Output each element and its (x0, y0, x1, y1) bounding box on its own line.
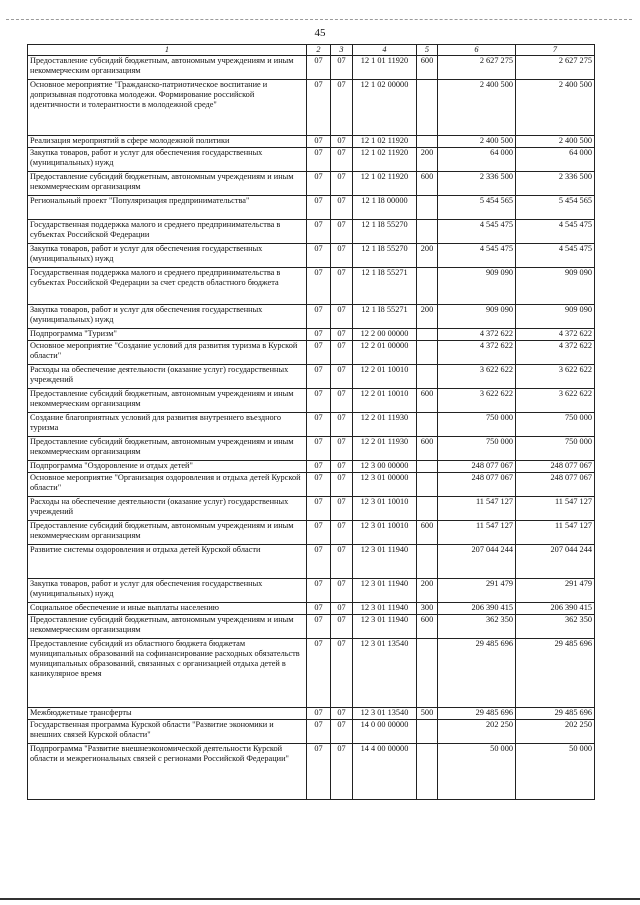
row-amount1-cell: 2 400 500 (438, 80, 516, 136)
row-amount2-cell: 11 547 127 (516, 521, 595, 545)
row-rz-cell: 07 (307, 461, 331, 473)
row-pr-cell: 07 (331, 305, 353, 329)
table-row (28, 521, 595, 545)
row-amount2-cell: 207 044 244 (516, 545, 595, 579)
row-pr-cell: 07 (331, 639, 353, 708)
row-csr-cell: 12 3 01 00000 (353, 473, 417, 497)
row-name-cell: Закупка товаров, работ и услуг для обеспечения государственных (муниципальных) нужд (28, 305, 307, 329)
row-pr-cell: 07 (331, 244, 353, 268)
row-rz-cell: 07 (307, 473, 331, 497)
row-rz-cell: 07 (307, 708, 331, 720)
row-name-cell: Предоставление субсидий бюджетным, автономным учреждениям и иным некоммерческим организациям (28, 389, 307, 413)
row-amount2-cell: 4 545 475 (516, 220, 595, 244)
row-pr-cell: 07 (331, 268, 353, 305)
table-row (28, 196, 595, 220)
table-row (28, 148, 595, 172)
row-pr-cell: 07 (331, 413, 353, 437)
row-amount2-cell: 2 336 500 (516, 172, 595, 196)
row-csr-cell: 12 3 01 11940 (353, 615, 417, 639)
row-vr-cell: 600 (417, 172, 438, 196)
row-rz-cell: 07 (307, 497, 331, 521)
row-amount1-cell: 2 400 500 (438, 136, 516, 148)
row-amount2-cell: 248 077 067 (516, 473, 595, 497)
row-rz-cell: 07 (307, 56, 331, 80)
budget-table (27, 44, 595, 800)
row-rz-cell: 07 (307, 220, 331, 244)
row-vr-cell (417, 720, 438, 744)
table-row (28, 244, 595, 268)
row-pr-cell: 07 (331, 196, 353, 220)
row-amount1-cell: 4 372 622 (438, 329, 516, 341)
row-rz-cell: 07 (307, 720, 331, 744)
row-vr-cell (417, 329, 438, 341)
row-pr-cell: 07 (331, 521, 353, 545)
row-amount1-cell: 4 545 475 (438, 244, 516, 268)
row-csr-cell: 12 3 01 10010 (353, 521, 417, 545)
header-col-7: 7 (516, 45, 595, 56)
row-amount2-cell: 2 627 275 (516, 56, 595, 80)
row-amount2-cell: 50 000 (516, 744, 595, 800)
row-pr-cell: 07 (331, 56, 353, 80)
row-vr-cell (417, 545, 438, 579)
row-vr-cell (417, 365, 438, 389)
table-row (28, 497, 595, 521)
row-amount2-cell: 291 479 (516, 579, 595, 603)
table-row (28, 56, 595, 80)
row-amount1-cell: 29 485 696 (438, 639, 516, 708)
row-vr-cell (417, 744, 438, 800)
row-amount1-cell: 909 090 (438, 268, 516, 305)
table-row (28, 365, 595, 389)
row-amount1-cell: 50 000 (438, 744, 516, 800)
row-name-cell: Закупка товаров, работ и услуг для обеспечения государственных (муниципальных) нужд (28, 244, 307, 268)
row-amount1-cell: 291 479 (438, 579, 516, 603)
row-amount1-cell: 750 000 (438, 437, 516, 461)
table-header-row (28, 45, 595, 56)
table-row (28, 389, 595, 413)
row-name-cell: Предоставление субсидий бюджетным, автономным учреждениям и иным некоммерческим организациям (28, 172, 307, 196)
row-name-cell: Основное мероприятие "Гражданско-патриотическое воспитание и допризывная подготовка молодежи. Формирование российской идентичности и толерантности в молодежной среде" (28, 80, 307, 136)
row-csr-cell: 12 1 I8 55270 (353, 220, 417, 244)
row-vr-cell: 500 (417, 708, 438, 720)
row-amount2-cell: 5 454 565 (516, 196, 595, 220)
row-csr-cell: 12 2 01 11930 (353, 437, 417, 461)
row-pr-cell: 07 (331, 341, 353, 365)
row-rz-cell: 07 (307, 136, 331, 148)
row-amount2-cell: 3 622 622 (516, 389, 595, 413)
row-vr-cell: 600 (417, 437, 438, 461)
row-pr-cell: 07 (331, 708, 353, 720)
table-row (28, 329, 595, 341)
row-pr-cell: 07 (331, 329, 353, 341)
row-rz-cell: 07 (307, 437, 331, 461)
row-name-cell: Подпрограмма "Оздоровление и отдых детей" (28, 461, 307, 473)
row-csr-cell: 14 0 00 00000 (353, 720, 417, 744)
row-amount1-cell: 248 077 067 (438, 461, 516, 473)
row-vr-cell (417, 341, 438, 365)
scan-edge-top (6, 19, 632, 20)
table-row (28, 603, 595, 615)
table-row (28, 341, 595, 365)
row-amount1-cell: 2 627 275 (438, 56, 516, 80)
table-row (28, 413, 595, 437)
row-vr-cell (417, 639, 438, 708)
row-csr-cell: 12 3 01 13540 (353, 639, 417, 708)
row-csr-cell: 12 1 02 11920 (353, 172, 417, 196)
row-csr-cell: 12 3 01 10010 (353, 497, 417, 521)
row-name-cell: Предоставление субсидий бюджетным, автономным учреждениям и иным некоммерческим организациям (28, 56, 307, 80)
row-amount1-cell: 5 454 565 (438, 196, 516, 220)
header-col-3: 3 (331, 45, 353, 56)
row-vr-cell (417, 461, 438, 473)
row-vr-cell: 600 (417, 389, 438, 413)
row-pr-cell: 07 (331, 461, 353, 473)
table-row (28, 615, 595, 639)
row-amount2-cell: 4 545 475 (516, 244, 595, 268)
row-amount1-cell: 4 372 622 (438, 341, 516, 365)
row-rz-cell: 07 (307, 365, 331, 389)
row-pr-cell: 07 (331, 603, 353, 615)
row-amount2-cell: 750 000 (516, 413, 595, 437)
row-rz-cell: 07 (307, 744, 331, 800)
row-name-cell: Развитие системы оздоровления и отдыха детей Курской области (28, 545, 307, 579)
row-vr-cell: 200 (417, 305, 438, 329)
row-name-cell: Региональный проект "Популяризация предпринимательства" (28, 196, 307, 220)
row-pr-cell: 07 (331, 172, 353, 196)
row-amount1-cell: 29 485 696 (438, 708, 516, 720)
row-rz-cell: 07 (307, 341, 331, 365)
header-col-6: 6 (438, 45, 516, 56)
row-amount2-cell: 2 400 500 (516, 80, 595, 136)
row-pr-cell: 07 (331, 220, 353, 244)
row-vr-cell (417, 268, 438, 305)
row-amount1-cell: 909 090 (438, 305, 516, 329)
row-vr-cell (417, 80, 438, 136)
row-pr-cell: 07 (331, 473, 353, 497)
row-name-cell: Основное мероприятие "Организация оздоровления и отдыха детей Курской области" (28, 473, 307, 497)
row-pr-cell: 07 (331, 80, 353, 136)
row-amount1-cell: 3 622 622 (438, 389, 516, 413)
row-amount2-cell: 29 485 696 (516, 639, 595, 708)
row-pr-cell: 07 (331, 579, 353, 603)
row-amount1-cell: 362 350 (438, 615, 516, 639)
row-pr-cell: 07 (331, 148, 353, 172)
header-col-2: 2 (307, 45, 331, 56)
row-rz-cell: 07 (307, 603, 331, 615)
row-csr-cell: 12 1 02 11920 (353, 148, 417, 172)
row-name-cell: Создание благоприятных условий для развития внутреннего въездного туризма (28, 413, 307, 437)
row-csr-cell: 12 2 01 10010 (353, 389, 417, 413)
row-csr-cell: 12 3 00 00000 (353, 461, 417, 473)
row-pr-cell: 07 (331, 545, 353, 579)
table-row (28, 305, 595, 329)
table-row (28, 80, 595, 136)
row-amount2-cell: 2 400 500 (516, 136, 595, 148)
row-vr-cell: 200 (417, 244, 438, 268)
row-amount1-cell: 3 622 622 (438, 365, 516, 389)
row-vr-cell: 600 (417, 521, 438, 545)
row-vr-cell (417, 413, 438, 437)
row-name-cell: Закупка товаров, работ и услуг для обеспечения государственных (муниципальных) нужд (28, 148, 307, 172)
row-pr-cell: 07 (331, 136, 353, 148)
table-row (28, 461, 595, 473)
row-amount2-cell: 11 547 127 (516, 497, 595, 521)
row-csr-cell: 12 3 01 11940 (353, 545, 417, 579)
row-pr-cell: 07 (331, 720, 353, 744)
row-amount2-cell: 248 077 067 (516, 461, 595, 473)
row-pr-cell: 07 (331, 365, 353, 389)
row-name-cell: Подпрограмма "Туризм" (28, 329, 307, 341)
row-vr-cell (417, 136, 438, 148)
row-csr-cell: 12 1 I8 55271 (353, 268, 417, 305)
row-name-cell: Государственная поддержка малого и среднего предпринимательства в субъектах Российской Федерации за счет средств областного бюджета (28, 268, 307, 305)
row-amount2-cell: 202 250 (516, 720, 595, 744)
row-csr-cell: 12 2 01 00000 (353, 341, 417, 365)
row-pr-cell: 07 (331, 744, 353, 800)
row-rz-cell: 07 (307, 172, 331, 196)
row-pr-cell: 07 (331, 437, 353, 461)
row-vr-cell (417, 473, 438, 497)
row-amount1-cell: 207 044 244 (438, 545, 516, 579)
row-csr-cell: 12 2 00 00000 (353, 329, 417, 341)
row-pr-cell: 07 (331, 615, 353, 639)
table-row (28, 268, 595, 305)
row-pr-cell: 07 (331, 389, 353, 413)
row-rz-cell: 07 (307, 196, 331, 220)
row-csr-cell: 12 1 I8 55271 (353, 305, 417, 329)
table-row (28, 720, 595, 744)
row-rz-cell: 07 (307, 148, 331, 172)
table-row (28, 473, 595, 497)
table-row (28, 172, 595, 196)
row-amount1-cell: 248 077 067 (438, 473, 516, 497)
row-vr-cell: 200 (417, 148, 438, 172)
header-col-4: 4 (353, 45, 417, 56)
row-name-cell: Государственная поддержка малого и среднего предпринимательства в субъектах Российской Федерации (28, 220, 307, 244)
table-row (28, 579, 595, 603)
row-rz-cell: 07 (307, 389, 331, 413)
row-vr-cell: 600 (417, 615, 438, 639)
row-rz-cell: 07 (307, 268, 331, 305)
row-rz-cell: 07 (307, 329, 331, 341)
row-rz-cell: 07 (307, 244, 331, 268)
row-amount1-cell: 202 250 (438, 720, 516, 744)
header-col-5: 5 (417, 45, 438, 56)
row-name-cell: Реализация мероприятий в сфере молодежной политики (28, 136, 307, 148)
row-vr-cell: 200 (417, 579, 438, 603)
row-rz-cell: 07 (307, 579, 331, 603)
row-vr-cell: 300 (417, 603, 438, 615)
row-amount1-cell: 11 547 127 (438, 521, 516, 545)
page-number: 45 (314, 27, 326, 39)
row-csr-cell: 12 1 I8 00000 (353, 196, 417, 220)
row-rz-cell: 07 (307, 639, 331, 708)
row-csr-cell: 12 1 01 11920 (353, 56, 417, 80)
row-name-cell: Предоставление субсидий бюджетным, автономным учреждениям и иным некоммерческим организациям (28, 615, 307, 639)
row-name-cell: Межбюджетные трансферты (28, 708, 307, 720)
row-csr-cell: 14 4 00 00000 (353, 744, 417, 800)
row-rz-cell: 07 (307, 521, 331, 545)
row-name-cell: Подпрограмма "Развитие внешнеэкономической деятельности Курской области и межрегиональных связей с регионами Российской Федерации" (28, 744, 307, 800)
row-name-cell: Предоставление субсидий бюджетным, автономным учреждениям и иным некоммерческим организациям (28, 521, 307, 545)
row-amount2-cell: 206 390 415 (516, 603, 595, 615)
table-row (28, 220, 595, 244)
row-amount2-cell: 64 000 (516, 148, 595, 172)
row-csr-cell: 12 3 01 11940 (353, 579, 417, 603)
row-name-cell: Государственная программа Курской области "Развитие экономики и внешних связей Курской области" (28, 720, 307, 744)
row-csr-cell: 12 3 01 13540 (353, 708, 417, 720)
row-amount2-cell: 909 090 (516, 305, 595, 329)
table-row (28, 639, 595, 708)
row-csr-cell: 12 1 I8 55270 (353, 244, 417, 268)
row-amount1-cell: 4 545 475 (438, 220, 516, 244)
row-vr-cell (417, 220, 438, 244)
row-amount1-cell: 2 336 500 (438, 172, 516, 196)
row-csr-cell: 12 2 01 11930 (353, 413, 417, 437)
row-amount2-cell: 3 622 622 (516, 365, 595, 389)
row-csr-cell: 12 2 01 10010 (353, 365, 417, 389)
row-amount1-cell: 206 390 415 (438, 603, 516, 615)
table-row (28, 744, 595, 800)
row-rz-cell: 07 (307, 545, 331, 579)
row-vr-cell: 600 (417, 56, 438, 80)
table-row (28, 708, 595, 720)
row-amount1-cell: 750 000 (438, 413, 516, 437)
row-amount1-cell: 64 000 (438, 148, 516, 172)
row-name-cell: Социальное обеспечение и иные выплаты населению (28, 603, 307, 615)
row-amount2-cell: 4 372 622 (516, 341, 595, 365)
row-vr-cell (417, 497, 438, 521)
row-rz-cell: 07 (307, 615, 331, 639)
row-amount2-cell: 29 485 696 (516, 708, 595, 720)
row-amount2-cell: 362 350 (516, 615, 595, 639)
row-amount1-cell: 11 547 127 (438, 497, 516, 521)
row-name-cell: Предоставление субсидий бюджетным, автономным учреждениям и иным некоммерческим организациям (28, 437, 307, 461)
table-row (28, 437, 595, 461)
row-amount2-cell: 750 000 (516, 437, 595, 461)
table-row (28, 545, 595, 579)
row-csr-cell: 12 3 01 11940 (353, 603, 417, 615)
row-name-cell: Расходы на обеспечение деятельности (оказание услуг) государственных учреждений (28, 497, 307, 521)
row-amount2-cell: 909 090 (516, 268, 595, 305)
row-name-cell: Расходы на обеспечение деятельности (оказание услуг) государственных учреждений (28, 365, 307, 389)
row-amount2-cell: 4 372 622 (516, 329, 595, 341)
table-row (28, 136, 595, 148)
row-pr-cell: 07 (331, 497, 353, 521)
row-rz-cell: 07 (307, 80, 331, 136)
row-name-cell: Основное мероприятие "Создание условий для развития туризма в Курской области" (28, 341, 307, 365)
row-csr-cell: 12 1 02 00000 (353, 80, 417, 136)
row-csr-cell: 12 1 02 11920 (353, 136, 417, 148)
row-name-cell: Закупка товаров, работ и услуг для обеспечения государственных (муниципальных) нужд (28, 579, 307, 603)
row-rz-cell: 07 (307, 413, 331, 437)
row-name-cell: Предоставление субсидий из областного бюджета бюджетам муниципальных образований на софинансирование расходных обязательств муниципальных образований, связанных с организацией отдыха детей в каникулярное время (28, 639, 307, 708)
header-col-1: 1 (28, 45, 307, 56)
row-rz-cell: 07 (307, 305, 331, 329)
row-vr-cell (417, 196, 438, 220)
scan-edge-bottom (0, 898, 640, 900)
